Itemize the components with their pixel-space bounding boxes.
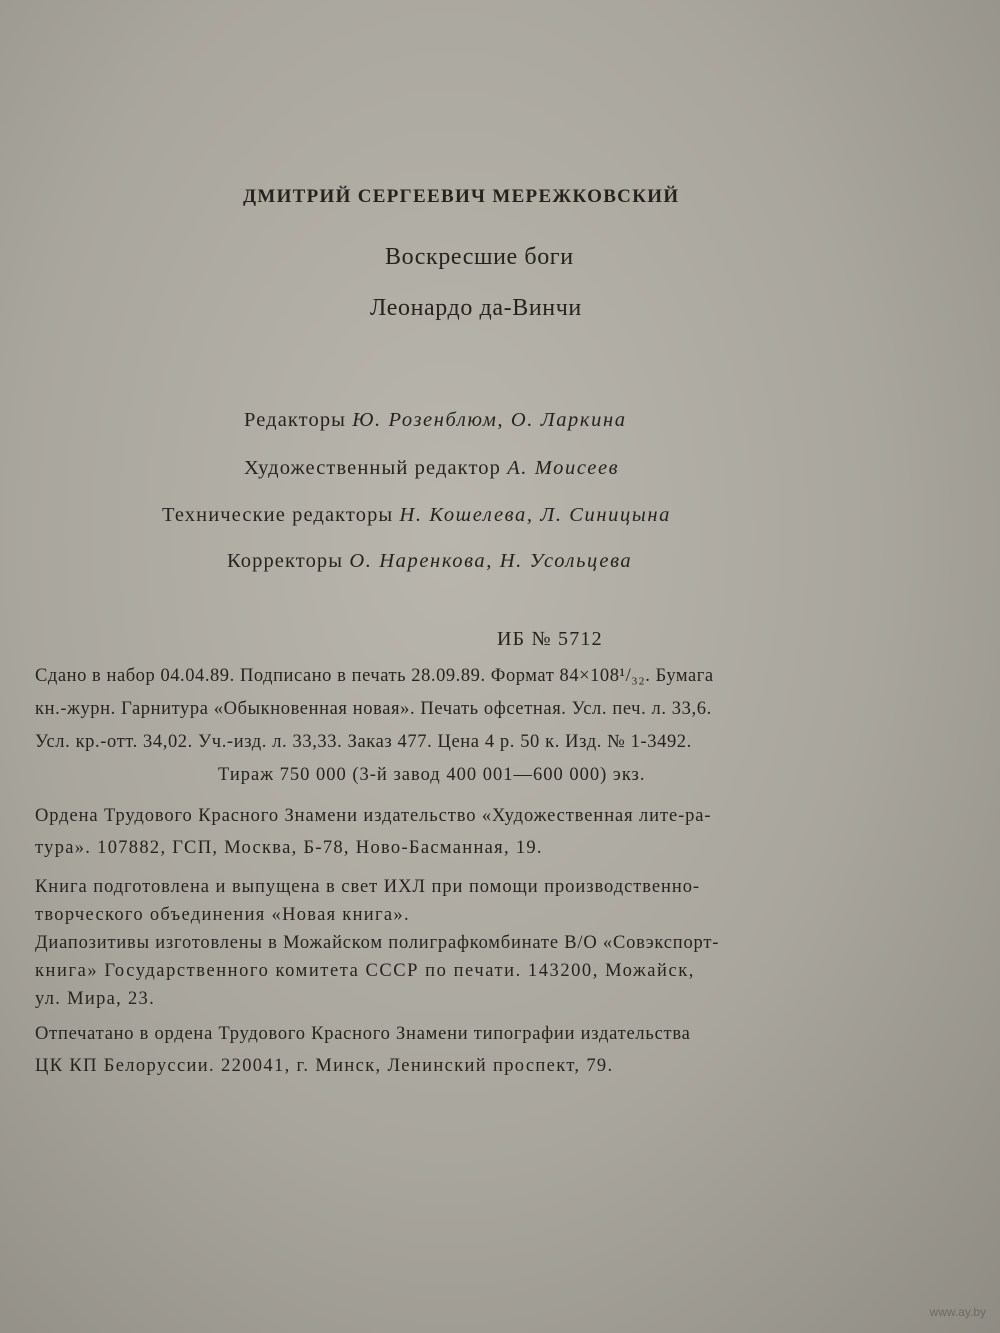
publisher-line: Ордена Трудового Красного Знамени издательство «Художественная лите-ра- [35,806,712,826]
art-editor-label: Художественный редактор [244,457,501,479]
imprint-line: кн.-журн. Гарнитура «Обыкновенная новая». Печать офсетная. Усл. печ. л. 33,6. [35,699,712,719]
printed-line: ЦК КП Белоруссии. 220041, г. Минск, Ленинский проспект, 79. [35,1056,614,1076]
prepared-line: Книга подготовлена и выпущена в свет ИХЛ при помощи производственно- [35,877,701,897]
print-run: Тираж 750 000 (3-й завод 400 001—600 000) экз. [218,765,646,785]
tech-editors-credit [162,504,671,527]
ib-number: ИБ № 5712 [497,628,603,650]
art-editor-credit [244,457,619,480]
printed-line: Отпечатано в ордена Трудового Красного Знамени типографии издательства [35,1024,691,1044]
editors-names: Ю. Розенблюм, О. Ларкина [352,409,627,431]
publisher-line: тура». 107882, ГСП, Москва, Б-78, Ново-Басманная, 19. [35,838,543,858]
proofreaders-names: О. Наренкова, Н. Усольцева [349,550,633,572]
slides-line: ул. Мира, 23. [35,989,156,1009]
slides-line: Диапозитивы изготовлены в Можайском полиграфкомбинате В/О «Совэкспорт- [35,933,720,953]
imprint-line: Сдано в набор 04.04.89. Подписано в печать 28.09.89. Формат 84×108¹/₃₂. Бумага [35,666,714,686]
tech-editors-names: Н. Кошелева, Л. Синицына [399,504,671,526]
book-title-line-1: Воскресшие боги [385,244,574,270]
tech-editors-label: Технические редакторы [162,504,394,526]
editors-label: Редакторы [244,409,347,431]
slides-line: книга» Государственного комитета СССР по печати. 143200, Можайск, [35,961,695,981]
site-watermark: www.ay.by [929,1305,986,1319]
proofreaders-credit [227,550,632,573]
art-editor-name: А. Моисеев [507,457,620,479]
proofreaders-label: Корректоры [227,550,344,572]
editors-credit [244,409,627,432]
prepared-line: творческого объединения «Новая книга». [35,905,410,925]
book-title-line-2: Леонардо да-Винчи [370,295,582,321]
imprint-line: Усл. кр.-отт. 34,02. Уч.-изд. л. 33,33. Заказ 477. Цена 4 р. 50 к. Изд. № 1-3492. [35,732,692,752]
author-name: ДМИТРИЙ СЕРГЕЕВИЧ МЕРЕЖКОВСКИЙ [243,186,680,207]
